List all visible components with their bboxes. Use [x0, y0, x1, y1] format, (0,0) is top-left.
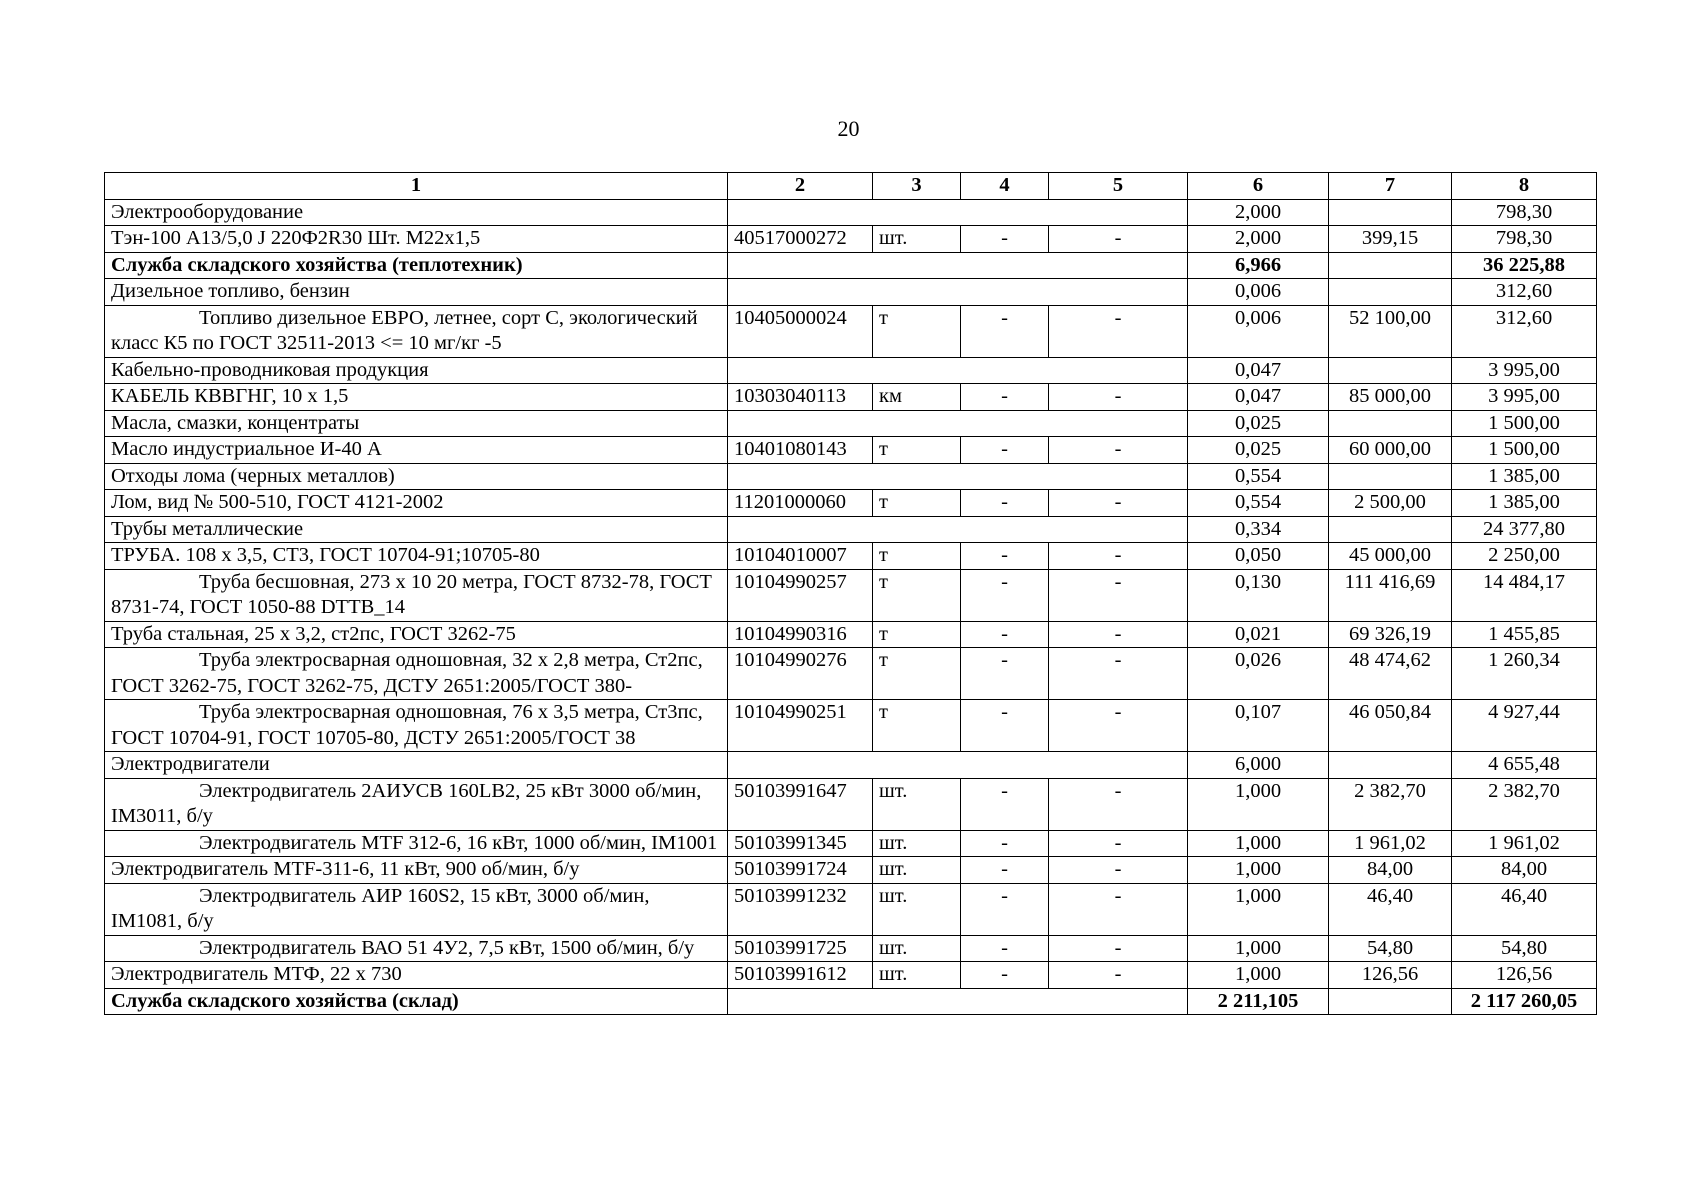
item-row	[105, 830, 1597, 857]
col-4: -	[961, 883, 1049, 935]
amount: 84,00	[1452, 857, 1597, 884]
item-row	[105, 490, 1597, 517]
page-number: 20	[837, 116, 860, 141]
item-code: 50103991345	[728, 830, 873, 857]
col-5: -	[1049, 569, 1188, 621]
unit: шт.	[873, 778, 961, 830]
col-5: -	[1049, 226, 1188, 253]
price: 126,56	[1329, 962, 1452, 989]
col-5: -	[1049, 384, 1188, 411]
item-name-first-line: Труба бесшовная, 273 х 10 20 метра, ГОСТ 8732-78,	[199, 570, 655, 593]
price: 48 474,62	[1329, 648, 1452, 700]
price: 54,80	[1329, 935, 1452, 962]
col-4: -	[961, 700, 1049, 752]
group-row	[105, 199, 1597, 226]
item-name: ТРУБА. 108 х 3,5, СТ3, ГОСТ 10704-91;10705-80	[105, 543, 728, 570]
item-row	[105, 569, 1597, 621]
col-4: -	[961, 962, 1049, 989]
quantity: 2,000	[1188, 199, 1329, 226]
item-row	[105, 226, 1597, 253]
column-header: 2	[728, 173, 873, 200]
item-name: КАБЕЛЬ КВВГНГ, 10 х 1,5	[105, 384, 728, 411]
item-row	[105, 384, 1597, 411]
price: 52 100,00	[1329, 305, 1452, 357]
empty-span	[728, 199, 1188, 226]
col-4: -	[961, 648, 1049, 700]
item-code: 50103991725	[728, 935, 873, 962]
item-name-continuation: ГОСТ 8731-74, ГОСТ 1050-88 DTTB_14	[111, 570, 712, 618]
col-5: -	[1049, 648, 1188, 700]
column-header: 4	[961, 173, 1049, 200]
amount: 4 655,48	[1452, 752, 1597, 779]
col-4: -	[961, 935, 1049, 962]
amount: 2 117 260,05	[1452, 988, 1597, 1015]
item-name-continuation: экологический класс К5 по ГОСТ 32511-2013 <= 10 мг/кг -5	[111, 306, 698, 354]
empty-span	[728, 410, 1188, 437]
quantity: 0,107	[1188, 700, 1329, 752]
unit: т	[873, 490, 961, 517]
amount: 3 995,00	[1452, 384, 1597, 411]
col-5: -	[1049, 700, 1188, 752]
quantity: 1,000	[1188, 830, 1329, 857]
col-5: -	[1049, 883, 1188, 935]
amount: 1 260,34	[1452, 648, 1597, 700]
price	[1329, 279, 1452, 306]
column-header: 3	[873, 173, 961, 200]
unit: т	[873, 621, 961, 648]
group-name: Масла, смазки, концентраты	[105, 410, 728, 437]
group-row	[105, 410, 1597, 437]
price	[1329, 463, 1452, 490]
empty-span	[728, 252, 1188, 279]
item-code: 50103991724	[728, 857, 873, 884]
item-row	[105, 883, 1597, 935]
total-row	[105, 988, 1597, 1015]
item-code: 40517000272	[728, 226, 873, 253]
group-row	[105, 516, 1597, 543]
item-name	[105, 648, 728, 700]
unit: т	[873, 700, 961, 752]
price: 45 000,00	[1329, 543, 1452, 570]
inventory-table	[104, 172, 1597, 1015]
column-header: 8	[1452, 173, 1597, 200]
col-4: -	[961, 569, 1049, 621]
col-5: -	[1049, 935, 1188, 962]
price: 60 000,00	[1329, 437, 1452, 464]
amount: 798,30	[1452, 226, 1597, 253]
price: 84,00	[1329, 857, 1452, 884]
unit: км	[873, 384, 961, 411]
quantity: 1,000	[1188, 857, 1329, 884]
total-name: Служба складского хозяйства (склад)	[105, 988, 728, 1015]
price: 69 326,19	[1329, 621, 1452, 648]
amount: 798,30	[1452, 199, 1597, 226]
total-name: Служба складского хозяйства (теплотехник)	[105, 252, 728, 279]
item-name-first-line: Топливо дизельное ЕВРО, летнее, сорт С,	[199, 306, 565, 329]
item-code: 10104990276	[728, 648, 873, 700]
table-body	[105, 199, 1597, 1015]
header-row	[105, 173, 1597, 200]
item-name: Труба стальная, 25 х 3,2, ст2пс, ГОСТ 3262-75	[105, 621, 728, 648]
item-row	[105, 437, 1597, 464]
item-name: Электродвигатель MTF-311-6, 11 кВт, 900 об/мин, б/у	[105, 857, 728, 884]
item-row	[105, 305, 1597, 357]
item-name-first-line: Электродвигатель АИР 160S2, 15 кВт, 3000 об/мин,	[199, 884, 650, 907]
empty-span	[728, 357, 1188, 384]
quantity: 6,966	[1188, 252, 1329, 279]
quantity: 0,050	[1188, 543, 1329, 570]
price	[1329, 752, 1452, 779]
amount: 1 961,02	[1452, 830, 1597, 857]
item-code: 10405000024	[728, 305, 873, 357]
quantity: 0,021	[1188, 621, 1329, 648]
price: 46 050,84	[1329, 700, 1452, 752]
empty-span	[728, 988, 1188, 1015]
amount: 2 382,70	[1452, 778, 1597, 830]
amount: 312,60	[1452, 305, 1597, 357]
amount: 3 995,00	[1452, 357, 1597, 384]
col-5: -	[1049, 830, 1188, 857]
item-code: 50103991647	[728, 778, 873, 830]
col-4: -	[961, 384, 1049, 411]
quantity: 0,554	[1188, 463, 1329, 490]
quantity: 2 211,105	[1188, 988, 1329, 1015]
item-code: 10104990251	[728, 700, 873, 752]
item-code: 10303040113	[728, 384, 873, 411]
quantity: 1,000	[1188, 935, 1329, 962]
empty-span	[728, 516, 1188, 543]
price: 111 416,69	[1329, 569, 1452, 621]
group-name: Дизельное топливо, бензин	[105, 279, 728, 306]
amount: 4 927,44	[1452, 700, 1597, 752]
item-row	[105, 778, 1597, 830]
item-name-first-line: Труба электросварная одношовная, 32 х 2,8 метра,	[199, 649, 640, 671]
unit: т	[873, 648, 961, 700]
quantity: 0,025	[1188, 437, 1329, 464]
col-4: -	[961, 305, 1049, 357]
unit: т	[873, 569, 961, 621]
quantity: 0,130	[1188, 569, 1329, 621]
item-name-continuation: Ст2пс, ГОСТ 3262-75, ГОСТ 3262-75, ДСТУ 2651:2005/ГОСТ 380-	[111, 649, 703, 697]
item-row	[105, 962, 1597, 989]
amount: 54,80	[1452, 935, 1597, 962]
item-code: 50103991232	[728, 883, 873, 935]
group-name: Отходы лома (черных металлов)	[105, 463, 728, 490]
amount: 24 377,80	[1452, 516, 1597, 543]
amount: 46,40	[1452, 883, 1597, 935]
col-4: -	[961, 857, 1049, 884]
quantity: 1,000	[1188, 962, 1329, 989]
item-name	[105, 778, 728, 830]
price	[1329, 516, 1452, 543]
col-4: -	[961, 490, 1049, 517]
unit: т	[873, 543, 961, 570]
group-name: Трубы металлические	[105, 516, 728, 543]
quantity: 2,000	[1188, 226, 1329, 253]
group-name: Электрооборудование	[105, 199, 728, 226]
col-5: -	[1049, 857, 1188, 884]
col-5: -	[1049, 621, 1188, 648]
unit: шт.	[873, 830, 961, 857]
quantity: 0,047	[1188, 357, 1329, 384]
unit: шт.	[873, 226, 961, 253]
item-name-continuation: б/у	[667, 936, 695, 959]
item-code: 50103991612	[728, 962, 873, 989]
item-row	[105, 700, 1597, 752]
quantity: 1,000	[1188, 883, 1329, 935]
quantity: 0,047	[1188, 384, 1329, 411]
unit: шт.	[873, 883, 961, 935]
empty-span	[728, 752, 1188, 779]
unit: шт.	[873, 962, 961, 989]
price	[1329, 252, 1452, 279]
quantity: 6,000	[1188, 752, 1329, 779]
group-name: Кабельно-проводниковая продукция	[105, 357, 728, 384]
group-row	[105, 752, 1597, 779]
col-5: -	[1049, 778, 1188, 830]
item-name-first-line: Электродвигатель MTF 312-6, 16 кВт, 1000 об/мин,	[199, 831, 647, 854]
col-5: -	[1049, 543, 1188, 570]
group-row	[105, 357, 1597, 384]
price: 2 382,70	[1329, 778, 1452, 830]
quantity: 1,000	[1188, 778, 1329, 830]
quantity: 0,025	[1188, 410, 1329, 437]
unit: т	[873, 305, 961, 357]
price: 399,15	[1329, 226, 1452, 253]
amount: 1 500,00	[1452, 437, 1597, 464]
price: 85 000,00	[1329, 384, 1452, 411]
item-code: 10104990316	[728, 621, 873, 648]
amount: 1 455,85	[1452, 621, 1597, 648]
item-name	[105, 935, 728, 962]
item-code: 10104010007	[728, 543, 873, 570]
col-5: -	[1049, 490, 1188, 517]
item-name: Электродвигатель МТФ, 22 х 730	[105, 962, 728, 989]
amount: 1 385,00	[1452, 490, 1597, 517]
empty-span	[728, 463, 1188, 490]
amount: 2 250,00	[1452, 543, 1597, 570]
column-header: 1	[105, 173, 728, 200]
col-4: -	[961, 437, 1049, 464]
quantity: 0,006	[1188, 279, 1329, 306]
item-row	[105, 543, 1597, 570]
item-code: 11201000060	[728, 490, 873, 517]
col-5: -	[1049, 962, 1188, 989]
amount: 1 500,00	[1452, 410, 1597, 437]
item-name-first-line: Электродвигатель ВАО 51 4У2, 7,5 кВт, 1500 об/мин,	[199, 936, 663, 959]
price: 2 500,00	[1329, 490, 1452, 517]
col-4: -	[961, 830, 1049, 857]
col-4: -	[961, 543, 1049, 570]
column-header: 7	[1329, 173, 1452, 200]
item-row	[105, 648, 1597, 700]
amount: 36 225,88	[1452, 252, 1597, 279]
price	[1329, 410, 1452, 437]
item-code: 10104990257	[728, 569, 873, 621]
quantity: 0,334	[1188, 516, 1329, 543]
item-name-continuation: IM1081, б/у	[111, 910, 214, 932]
empty-span	[728, 279, 1188, 306]
item-name	[105, 305, 728, 357]
group-row	[105, 279, 1597, 306]
col-5: -	[1049, 305, 1188, 357]
column-header: 5	[1049, 173, 1188, 200]
col-4: -	[961, 226, 1049, 253]
item-name: Лом, вид № 500-510, ГОСТ 4121-2002	[105, 490, 728, 517]
price: 46,40	[1329, 883, 1452, 935]
price	[1329, 357, 1452, 384]
col-4: -	[961, 778, 1049, 830]
amount: 14 484,17	[1452, 569, 1597, 621]
amount: 1 385,00	[1452, 463, 1597, 490]
group-row	[105, 463, 1597, 490]
price: 1 961,02	[1329, 830, 1452, 857]
item-name	[105, 883, 728, 935]
price	[1329, 988, 1452, 1015]
price	[1329, 199, 1452, 226]
item-name	[105, 830, 728, 857]
unit: шт.	[873, 935, 961, 962]
item-name-continuation: Ст3пс, ГОСТ 10704-91, ГОСТ 10705-80, ДСТУ 2651:2005/ГОСТ 38	[111, 701, 703, 749]
col-5: -	[1049, 437, 1188, 464]
column-header: 6	[1188, 173, 1329, 200]
item-name-first-line: Электродвигатель 2АИУСВ 160LB2, 25 кВт 3000	[199, 779, 630, 802]
quantity: 0,554	[1188, 490, 1329, 517]
amount: 312,60	[1452, 279, 1597, 306]
item-name: Масло индустриальное И-40 А	[105, 437, 728, 464]
item-name-continuation: IM1001	[651, 831, 718, 854]
item-name-continuation: об/мин, IM3011, б/у	[111, 779, 702, 827]
total-row	[105, 252, 1597, 279]
item-name	[105, 700, 728, 752]
col-4: -	[961, 621, 1049, 648]
item-name: Тэн-100 А13/5,0 J 220Ф2R30 Шт. М22х1,5	[105, 226, 728, 253]
item-row	[105, 857, 1597, 884]
item-row	[105, 621, 1597, 648]
quantity: 0,026	[1188, 648, 1329, 700]
unit: т	[873, 437, 961, 464]
item-name-first-line: Труба электросварная одношовная, 76 х 3,5 метра,	[199, 701, 640, 723]
unit: шт.	[873, 857, 961, 884]
item-name	[105, 569, 728, 621]
amount: 126,56	[1452, 962, 1597, 989]
item-row	[105, 935, 1597, 962]
item-code: 10401080143	[728, 437, 873, 464]
group-name: Электродвигатели	[105, 752, 728, 779]
quantity: 0,006	[1188, 305, 1329, 357]
